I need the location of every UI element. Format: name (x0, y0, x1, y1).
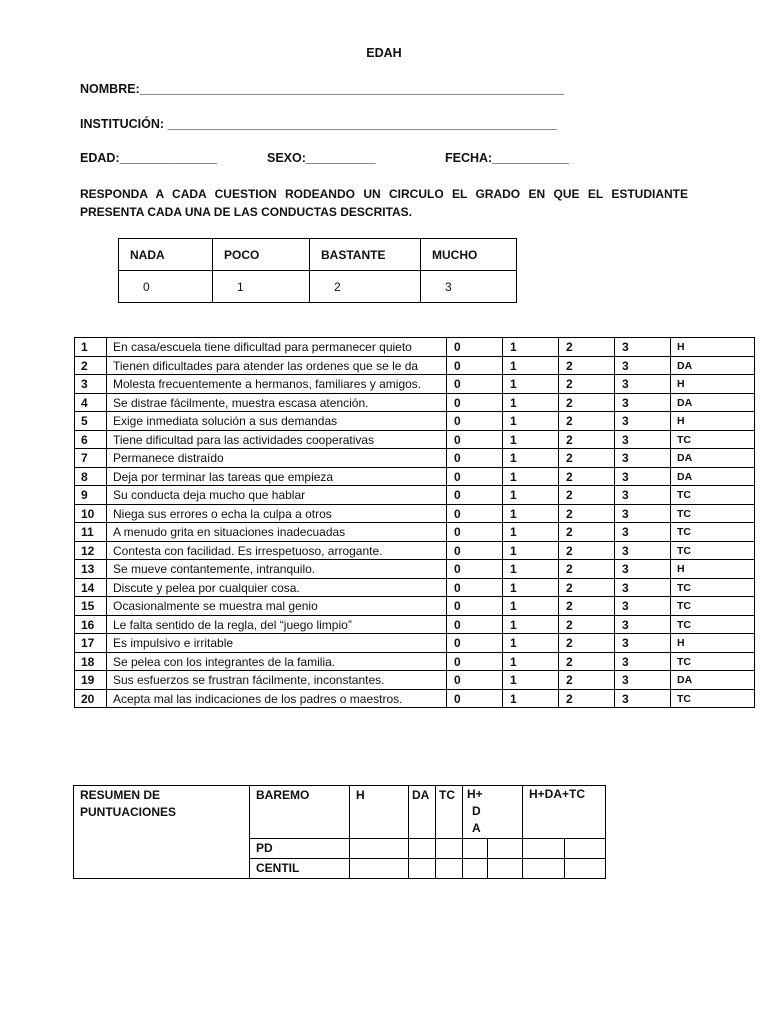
item-text: Niega sus errores o echa la culpa a otros (107, 504, 447, 523)
scale-value: 3 (421, 271, 517, 303)
score-option[interactable]: 2 (559, 615, 615, 634)
pd-hda-cell[interactable] (488, 839, 523, 859)
score-option[interactable]: 2 (559, 560, 615, 579)
item-row (75, 578, 755, 597)
item-category: H (671, 338, 755, 357)
fecha-field[interactable]: FECHA:___________ (445, 151, 569, 165)
institucion-field[interactable]: INSTITUCIÓN: ________________________________________________________ (80, 117, 557, 131)
item-row (75, 486, 755, 505)
item-number: 17 (75, 634, 107, 653)
item-row (75, 412, 755, 431)
item-row (75, 689, 755, 708)
score-option[interactable]: 0 (447, 689, 503, 708)
instructions-text: RESPONDA A CADA CUESTION RODEANDO UN CIRCULO EL GRADO EN QUE EL ESTUDIANTE PRESENTA CADA UNA DE LAS CONDUCTAS DESCRITAS. (80, 187, 688, 219)
score-option[interactable]: 2 (559, 338, 615, 357)
score-option[interactable]: 2 (559, 412, 615, 431)
centil-total-cell[interactable] (523, 859, 565, 879)
score-option[interactable]: 0 (447, 634, 503, 653)
item-row (75, 671, 755, 690)
item-category: TC (671, 523, 755, 542)
item-number: 12 (75, 541, 107, 560)
score-option[interactable]: 0 (447, 375, 503, 394)
score-option[interactable]: 1 (503, 430, 559, 449)
score-option[interactable]: 3 (615, 449, 671, 468)
score-option[interactable]: 0 (447, 412, 503, 431)
item-number: 14 (75, 578, 107, 597)
item-category: TC (671, 689, 755, 708)
score-option[interactable]: 1 (503, 449, 559, 468)
item-text: Discute y pelea por cualquier cosa. (107, 578, 447, 597)
item-text: Molesta frecuentemente a hermanos, familiares y amigos. (107, 375, 447, 394)
item-text: Se pelea con los integrantes de la familia. (107, 652, 447, 671)
item-text: En casa/escuela tiene dificultad para permanecer quieto (107, 338, 447, 357)
scale-value: 1 (213, 271, 310, 303)
score-option[interactable]: 3 (615, 375, 671, 394)
item-category: DA (671, 393, 755, 412)
summary-h-header: H (350, 786, 409, 839)
score-option[interactable]: 1 (503, 597, 559, 616)
item-category: TC (671, 578, 755, 597)
item-category: TC (671, 541, 755, 560)
behavior-items-table (74, 337, 755, 708)
item-category: H (671, 560, 755, 579)
item-category: TC (671, 652, 755, 671)
score-option[interactable]: 2 (559, 541, 615, 560)
score-option[interactable]: 3 (615, 504, 671, 523)
sexo-field[interactable]: SEXO:__________ (267, 151, 376, 165)
centil-total-cell[interactable] (565, 859, 606, 879)
score-option[interactable]: 2 (559, 578, 615, 597)
pd-total-cell[interactable] (565, 839, 606, 859)
scale-label: BASTANTE (310, 239, 421, 271)
item-number: 16 (75, 615, 107, 634)
item-row (75, 375, 755, 394)
item-number: 13 (75, 560, 107, 579)
scale-label: NADA (119, 239, 213, 271)
score-option[interactable]: 0 (447, 615, 503, 634)
item-text: Es impulsivo e irritable (107, 634, 447, 653)
nombre-field[interactable]: NOMBRE:_____________________________________________________________ (80, 82, 564, 96)
item-row (75, 652, 755, 671)
score-option[interactable]: 0 (447, 430, 503, 449)
page-title: EDAH (366, 46, 402, 60)
score-option[interactable]: 3 (615, 615, 671, 634)
scale-label: MUCHO (421, 239, 517, 271)
score-option[interactable]: 3 (615, 412, 671, 431)
item-text: Tienen dificultades para atender las ordenes que se le da (107, 356, 447, 375)
score-option[interactable]: 3 (615, 338, 671, 357)
centil-tc-cell[interactable] (436, 859, 463, 879)
centil-hda-cell[interactable] (488, 859, 523, 879)
item-number: 4 (75, 393, 107, 412)
score-option[interactable]: 0 (447, 504, 503, 523)
item-category: TC (671, 486, 755, 505)
item-text: Acepta mal las indicaciones de los padres o maestros. (107, 689, 447, 708)
score-option[interactable]: 2 (559, 597, 615, 616)
score-option[interactable]: 1 (503, 393, 559, 412)
item-category: DA (671, 467, 755, 486)
summary-hda-header (463, 786, 523, 839)
edad-field[interactable]: EDAD:______________ (80, 151, 217, 165)
item-category: DA (671, 449, 755, 468)
item-number: 15 (75, 597, 107, 616)
score-option[interactable]: 2 (559, 671, 615, 690)
item-number: 20 (75, 689, 107, 708)
item-category: H (671, 634, 755, 653)
scale-labels-row (119, 239, 517, 271)
score-option[interactable]: 0 (447, 560, 503, 579)
item-category: DA (671, 356, 755, 375)
score-option[interactable]: 3 (615, 652, 671, 671)
score-option[interactable]: 2 (559, 523, 615, 542)
item-text: Se mueve contantemente, intranquilo. (107, 560, 447, 579)
hda-line: A (472, 821, 481, 835)
score-option[interactable]: 1 (503, 671, 559, 690)
score-option[interactable]: 0 (447, 671, 503, 690)
item-row (75, 356, 755, 375)
scale-values-row (119, 271, 517, 303)
baremo-label: BAREMO (250, 786, 350, 839)
score-option[interactable]: 3 (615, 393, 671, 412)
score-option[interactable]: 2 (559, 430, 615, 449)
score-option[interactable]: 1 (503, 338, 559, 357)
score-option[interactable]: 1 (503, 486, 559, 505)
score-option[interactable]: 0 (447, 486, 503, 505)
centil-h-cell[interactable] (350, 859, 409, 879)
score-option[interactable]: 1 (503, 689, 559, 708)
score-option[interactable]: 2 (559, 634, 615, 653)
score-option[interactable]: 2 (559, 393, 615, 412)
item-text: Exige inmediata solución a sus demandas (107, 412, 447, 431)
item-number: 5 (75, 412, 107, 431)
pd-da-cell[interactable] (409, 839, 436, 859)
item-row (75, 634, 755, 653)
item-row (75, 597, 755, 616)
score-option[interactable]: 3 (615, 689, 671, 708)
item-number: 2 (75, 356, 107, 375)
hda-line: D (472, 804, 481, 818)
rating-scale-table (118, 238, 517, 303)
score-option[interactable]: 2 (559, 652, 615, 671)
score-option[interactable]: 3 (615, 578, 671, 597)
score-option[interactable]: 2 (559, 486, 615, 505)
score-option[interactable]: 0 (447, 597, 503, 616)
item-text: A menudo grita en situaciones inadecuadas (107, 523, 447, 542)
summary-total-header: H+DA+TC (523, 786, 606, 839)
item-row (75, 430, 755, 449)
score-option[interactable]: 2 (559, 449, 615, 468)
score-option[interactable]: 1 (503, 467, 559, 486)
item-number: 6 (75, 430, 107, 449)
item-text: Le falta sentido de la regla, del “juego limpio” (107, 615, 447, 634)
score-option[interactable]: 1 (503, 504, 559, 523)
score-option[interactable]: 3 (615, 634, 671, 653)
score-option[interactable]: 1 (503, 560, 559, 579)
item-category: TC (671, 504, 755, 523)
score-option[interactable]: 1 (503, 375, 559, 394)
score-option[interactable]: 1 (503, 652, 559, 671)
score-option[interactable]: 1 (503, 578, 559, 597)
summary-title: RESUMEN DE PUNTUACIONES (74, 786, 250, 879)
item-row (75, 338, 755, 357)
score-option[interactable]: 1 (503, 634, 559, 653)
score-option[interactable]: 1 (503, 541, 559, 560)
score-option[interactable]: 0 (447, 523, 503, 542)
item-category: DA (671, 671, 755, 690)
score-option[interactable]: 0 (447, 356, 503, 375)
item-category: TC (671, 597, 755, 616)
item-row (75, 560, 755, 579)
item-number: 11 (75, 523, 107, 542)
score-option[interactable]: 3 (615, 597, 671, 616)
centil-hda-cell[interactable] (463, 859, 488, 879)
item-text: Sus esfuerzos se frustran fácilmente, inconstantes. (107, 671, 447, 690)
item-text: Se distrae fácilmente, muestra escasa atención. (107, 393, 447, 412)
item-category: TC (671, 615, 755, 634)
item-row (75, 504, 755, 523)
item-row (75, 449, 755, 468)
item-number: 8 (75, 467, 107, 486)
score-option[interactable]: 2 (559, 356, 615, 375)
score-option[interactable]: 2 (559, 504, 615, 523)
pd-label: PD (250, 839, 350, 859)
score-option[interactable]: 3 (615, 430, 671, 449)
item-category: H (671, 412, 755, 431)
centil-da-cell[interactable] (409, 859, 436, 879)
score-option[interactable]: 1 (503, 615, 559, 634)
summary-table (73, 785, 606, 879)
scale-value: 2 (310, 271, 421, 303)
score-option[interactable]: 0 (447, 578, 503, 597)
pd-total-cell[interactable] (523, 839, 565, 859)
item-number: 3 (75, 375, 107, 394)
score-option[interactable]: 0 (447, 541, 503, 560)
score-option[interactable]: 0 (447, 338, 503, 357)
score-option[interactable]: 1 (503, 412, 559, 431)
centil-label: CENTIL (250, 859, 350, 879)
score-option[interactable]: 3 (615, 541, 671, 560)
score-option[interactable]: 3 (615, 560, 671, 579)
item-row (75, 615, 755, 634)
item-text: Ocasionalmente se muestra mal genio (107, 597, 447, 616)
item-number: 7 (75, 449, 107, 468)
score-option[interactable]: 3 (615, 486, 671, 505)
item-number: 18 (75, 652, 107, 671)
item-number: 9 (75, 486, 107, 505)
score-option[interactable]: 0 (447, 393, 503, 412)
score-option[interactable]: 3 (615, 467, 671, 486)
score-option[interactable]: 3 (615, 356, 671, 375)
item-number: 1 (75, 338, 107, 357)
score-option[interactable]: 1 (503, 356, 559, 375)
score-option[interactable]: 0 (447, 652, 503, 671)
summary-da-header: DA (409, 786, 436, 839)
score-option[interactable]: 1 (503, 523, 559, 542)
scale-value: 0 (119, 271, 213, 303)
item-text: Deja por terminar las tareas que empieza (107, 467, 447, 486)
score-option[interactable]: 0 (447, 467, 503, 486)
item-category: TC (671, 430, 755, 449)
item-text: Tiene dificultad para las actividades cooperativas (107, 430, 447, 449)
scale-label: POCO (213, 239, 310, 271)
summary-tc-header: TC (436, 786, 463, 839)
item-text: Permanece distraído (107, 449, 447, 468)
pd-h-cell[interactable] (350, 839, 409, 859)
item-text: Su conducta deja mucho que hablar (107, 486, 447, 505)
item-number: 19 (75, 671, 107, 690)
item-text: Contesta con facilidad. Es irrespetuoso, arrogante. (107, 541, 447, 560)
item-category: H (671, 375, 755, 394)
score-option[interactable]: 0 (447, 449, 503, 468)
score-option[interactable]: 2 (559, 375, 615, 394)
pd-hda-cell[interactable] (463, 839, 488, 859)
item-row (75, 541, 755, 560)
item-row (75, 467, 755, 486)
score-option[interactable]: 3 (615, 523, 671, 542)
item-number: 10 (75, 504, 107, 523)
pd-tc-cell[interactable] (436, 839, 463, 859)
item-row (75, 393, 755, 412)
score-option[interactable]: 2 (559, 467, 615, 486)
hda-line: H+ (467, 787, 483, 801)
score-option[interactable]: 3 (615, 671, 671, 690)
score-option[interactable]: 2 (559, 689, 615, 708)
item-row (75, 523, 755, 542)
